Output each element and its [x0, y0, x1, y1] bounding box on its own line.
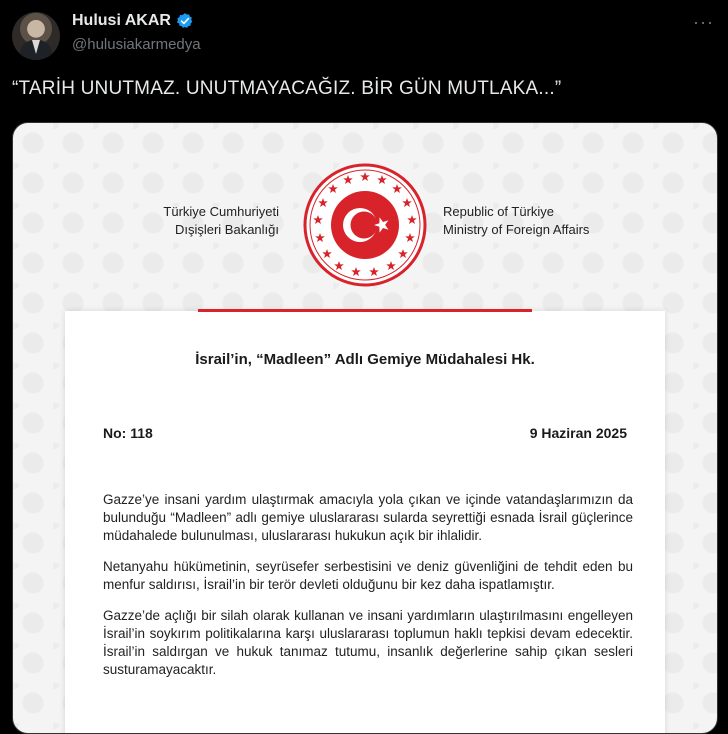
letterhead-left-line2: Dışişleri Bakanlığı — [174, 222, 279, 237]
display-name[interactable]: Hulusi AKAR — [72, 12, 171, 29]
letterhead-right-line1: Republic of Türkiye — [443, 204, 555, 219]
document-title: İsrail’in, “Madleen” Adlı Gemiye Müdahalesi Hk. — [195, 351, 535, 368]
document-body — [103, 491, 633, 692]
letterhead-right-line2: Ministry of Foreign Affairs — [443, 222, 590, 237]
author-name-row — [72, 12, 194, 30]
more-options-icon[interactable]: ··· — [693, 12, 714, 32]
letterhead-left-line1: Türkiye Cumhuriyeti — [163, 204, 279, 219]
ministry-seal-icon — [303, 163, 427, 287]
verified-badge-icon[interactable] — [176, 12, 194, 30]
author-handle[interactable]: @hulusiakarmedya — [72, 36, 201, 53]
document-paragraph: Netanyahu hükümetinin, seyrüsefer serbestisini ve deniz güvenliğini de tehdit eden bu menfur saldırısı, İsrail’in bir terör devleti olduğunu bir kez daha ispatlamıştır. — [103, 559, 633, 592]
document-paragraph: Gazze’de açlığı bir silah olarak kullanan ve insani yardımların ulaştırılmasını engelleyen İsrail’in soykırım politikalarına karşı uluslararası toplumun haklı tepkisi devam edecektir. İsrail’in saldırgan ve hukuk tanımaz tutumu, insanlık değerlerine sahip çıkan sesleri susturamayacaktır. — [103, 608, 633, 677]
letterhead-left — [13, 203, 279, 239]
letterhead-right — [443, 203, 683, 239]
tweet-text: “TARİH UNUTMAZ. UNUTMAYACAĞIZ. BİR GÜN MUTLAKA...” — [12, 78, 562, 99]
document-date: 9 Haziran 2025 — [529, 425, 627, 441]
tweet-media-image[interactable] — [12, 122, 718, 734]
letterhead-red-rule — [198, 309, 532, 312]
document-paragraph: Gazze’ye insani yardım ulaştırmak amacıyla yola çıkan ve içinde vatandaşlarımızın da bulunduğu “Madleen” adlı gemiye uluslararası sularda seyrettiği esnada İsrail güçlerince müdahalede bulunulması, uluslararası hukukun açık bir ihlalidir. — [103, 492, 633, 543]
statement-document — [65, 311, 665, 734]
avatar[interactable] — [12, 12, 60, 60]
document-number: No: 118 — [103, 425, 153, 441]
